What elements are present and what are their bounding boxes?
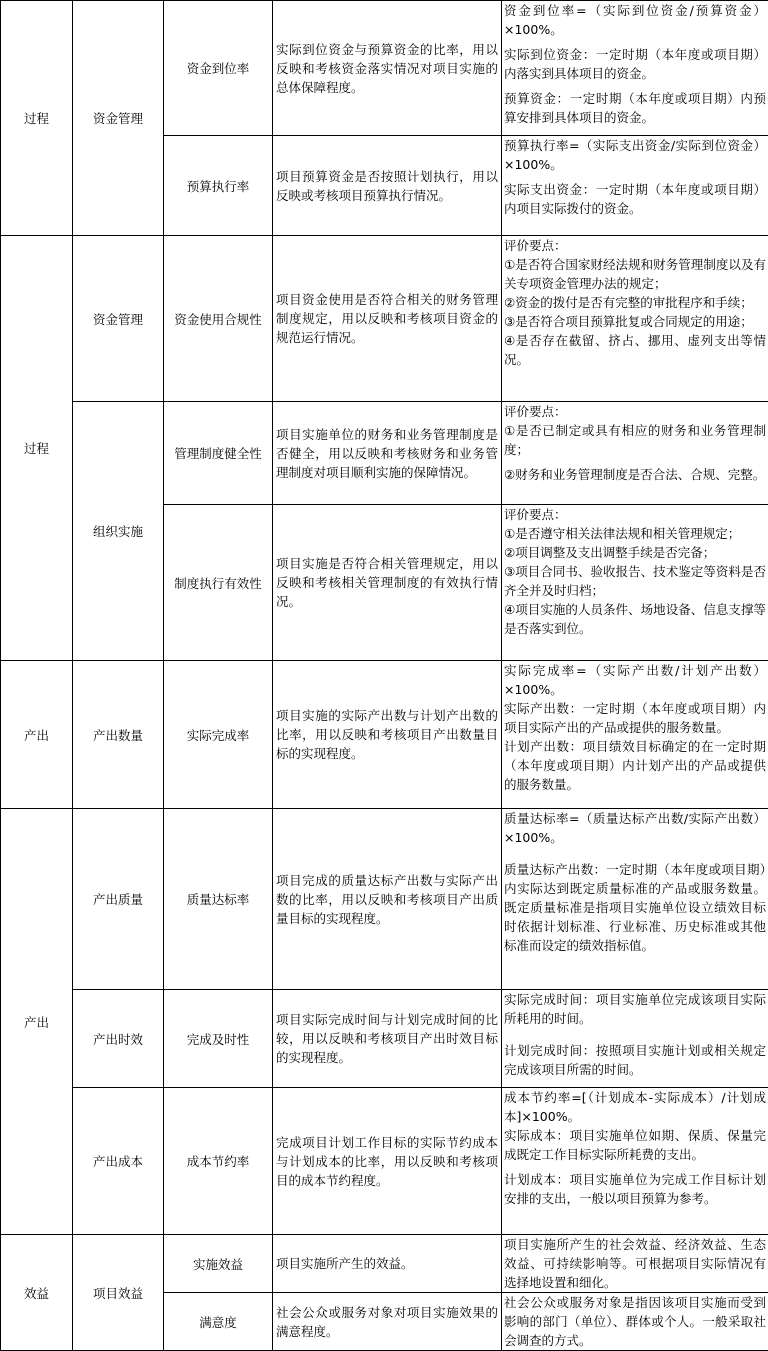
- level2-cell: 产出质量: [73, 809, 164, 990]
- table-row: [1, 990, 768, 1088]
- indicator-meaning: 项目实施单位的财务和业务管理制度是否健全，用以反映和考核财务和业务管理制度对项目顺利实施的保障情况。: [273, 402, 502, 505]
- indicator-name: 资金到位率: [164, 1, 273, 136]
- level2-cell: 资金管理: [73, 236, 164, 402]
- note-line: ①是否符合国家财经法规和财务管理制度以及有关专项资金管理办法的规定；: [504, 255, 766, 293]
- table-row: [1, 236, 768, 402]
- indicator-name: 质量达标率: [164, 809, 273, 990]
- note-line: 质量达标产出数：一定时期（本年度或项目期）内实际达到既定质量标准的产品或服务数量。既定质量标准是指项目实施单位设立绩效目标时依据计划标准、行业标准、历史标准或其他标准而设定的绩效指标值。: [504, 860, 766, 955]
- indicator-meaning: 完成项目计划工作目标的实际节约成本与计划成本的比率，用以反映和考核项目的成本节约程度。: [273, 1088, 502, 1235]
- note-line: 评价要点：: [504, 505, 766, 524]
- note-line: ②项目调整及支出调整手续是否完备；: [504, 543, 766, 562]
- table-row: [1, 1088, 768, 1235]
- indicator-notes: [502, 402, 768, 505]
- note-line: 资金到位率=（实际到位资金/预算资金）×100%。: [504, 1, 766, 39]
- note-line: ①是否遵守相关法律法规和相关管理规定；: [504, 524, 766, 543]
- indicator-name: 成本节约率: [164, 1088, 273, 1235]
- note-line: 评价要点：: [504, 236, 766, 255]
- note-line: 成本节约率=[（计划成本-实际成本）/计划成本]×100%。: [504, 1088, 766, 1126]
- indicator-meaning: 社会公众或服务对象对项目实施效果的满意程度。: [273, 1293, 502, 1351]
- note-line: ③项目合同书、验收报告、技术鉴定等资料是否齐全并及时归档；: [504, 562, 766, 600]
- note-line: 实际支出资金：一定时期（本年度或项目期）内项目实际拨付的资金。: [504, 180, 766, 218]
- note-line: 评价要点：: [504, 402, 766, 421]
- table-row: [1, 402, 768, 505]
- note-line: 预算执行率=（实际支出资金/实际到位资金）×100%。: [504, 136, 766, 174]
- note-line: ④是否存在截留、挤占、挪用、虚列支出等情况。: [504, 331, 766, 369]
- note-line: 计划完成时间：按照项目实施计划或相关规定完成该项目所需的时间。: [504, 1041, 766, 1079]
- note-line: 计划产出数：项目绩效目标确定的在一定时期（本年度或项目期）内计划产出的产品或提供的服务数量。: [504, 737, 766, 794]
- note-line: 实际到位资金：一定时期（本年度或项目期）内落实到具体项目的资金。: [504, 45, 766, 83]
- indicator-notes: [502, 236, 768, 402]
- note-line: 质量达标率=（质量达标产出数/实际产出数）×100%。: [504, 809, 766, 847]
- note-line: ②资金的拨付是否有完整的审批程序和手续；: [504, 293, 766, 312]
- indicator-meaning: 项目实际完成时间与计划完成时间的比较，用以反映和考核项目产出时效目标的实现程度。: [273, 990, 502, 1088]
- indicator-meaning: 项目资金使用是否符合相关的财务管理制度规定，用以反映和考核项目资金的规范运行情况。: [273, 236, 502, 402]
- table-row: [1, 661, 768, 809]
- indicator-meaning: 实际到位资金与预算资金的比率，用以反映和考核资金落实情况对项目实施的总体保障程度。: [273, 1, 502, 136]
- indicator-notes: [502, 809, 768, 990]
- indicator-name: 制度执行有效性: [164, 505, 273, 661]
- level2-cell: 产出数量: [73, 661, 164, 809]
- level2-cell: 资金管理: [73, 1, 164, 236]
- level2-cell: 组织实施: [73, 402, 164, 661]
- indicator-meaning: 项目实施是否符合相关管理规定，用以反映和考核相关管理制度的有效执行情况。: [273, 505, 502, 661]
- indicator-notes: [502, 661, 768, 809]
- level2-cell: 产出成本: [73, 1088, 164, 1235]
- indicator-name: 实施效益: [164, 1235, 273, 1293]
- indicator-notes: [502, 1235, 768, 1293]
- note-line: 实际产出数：一定时期（本年度或项目期）内项目实际产出的产品或提供的服务数量。: [504, 699, 766, 737]
- note-line: 预算资金：一定时期（本年度或项目期）内预算安排到具体项目的资金。: [504, 89, 766, 127]
- indicator-name: 满意度: [164, 1293, 273, 1351]
- indicator-name: 实际完成率: [164, 661, 273, 809]
- indicator-name: 资金使用合规性: [164, 236, 273, 402]
- table-row: [1, 1235, 768, 1293]
- note-line: 项目实施所产生的社会效益、经济效益、生态效益、可持续影响等。可根据项目实际情况有选择地设置和细化。: [504, 1235, 766, 1292]
- note-line: 计划成本：项目实施单位为完成工作目标计划安排的支出，一般以项目预算为参考。: [504, 1170, 766, 1208]
- level1-cell: 产出: [1, 809, 73, 1235]
- indicator-meaning: 项目完成的质量达标产出数与实际产出数的比率，用以反映和考核项目产出质量目标的实现程度。: [273, 809, 502, 990]
- note-line: ②财务和业务管理制度是否合法、合规、完整。: [504, 465, 766, 484]
- indicator-notes: [502, 990, 768, 1088]
- indicator-meaning: 项目预算资金是否按照计划执行，用以反映或考核项目预算执行情况。: [273, 136, 502, 236]
- indicator-notes: [502, 1, 768, 136]
- note-line: 实际完成时间：项目实施单位完成该项目实际所耗用的时间。: [504, 990, 766, 1028]
- level2-cell: 项目效益: [73, 1235, 164, 1351]
- table-row: [1, 1, 768, 136]
- level1-cell: 过程: [1, 236, 73, 661]
- indicator-notes: [502, 136, 768, 236]
- indicator-name: 管理制度健全性: [164, 402, 273, 505]
- level1-cell: 效益: [1, 1235, 73, 1351]
- table-row: [1, 809, 768, 990]
- indicator-meaning: 项目实施所产生的效益。: [273, 1235, 502, 1293]
- level1-cell: 过程: [1, 1, 73, 236]
- indicator-notes: [502, 1088, 768, 1235]
- indicator-name: 完成及时性: [164, 990, 273, 1088]
- indicator-notes: [502, 505, 768, 661]
- indicator-meaning: 项目实施的实际产出数与计划产出数的比率，用以反映和考核项目产出数量目标的实现程度。: [273, 661, 502, 809]
- note-line: 社会公众或服务对象是指因该项目实施而受到影响的部门（单位）、群体或个人。一般采取社会调查的方式。: [504, 1293, 766, 1350]
- note-line: ③是否符合项目预算批复或合同规定的用途；: [504, 312, 766, 331]
- note-line: 实际完成率=（实际产出数/计划产出数）×100%。: [504, 661, 766, 699]
- indicator-notes: [502, 1293, 768, 1351]
- indicator-name: 预算执行率: [164, 136, 273, 236]
- note-line: 实际成本：项目实施单位如期、保质、保量完成既定工作目标实际所耗费的支出。: [504, 1126, 766, 1164]
- note-line: ①是否已制定或具有相应的财务和业务管理制度；: [504, 421, 766, 459]
- level2-cell: 产出时效: [73, 990, 164, 1088]
- note-line: ④项目实施的人员条件、场地设备、信息支撑等是否落实到位。: [504, 600, 766, 638]
- level1-cell: 产出: [1, 661, 73, 809]
